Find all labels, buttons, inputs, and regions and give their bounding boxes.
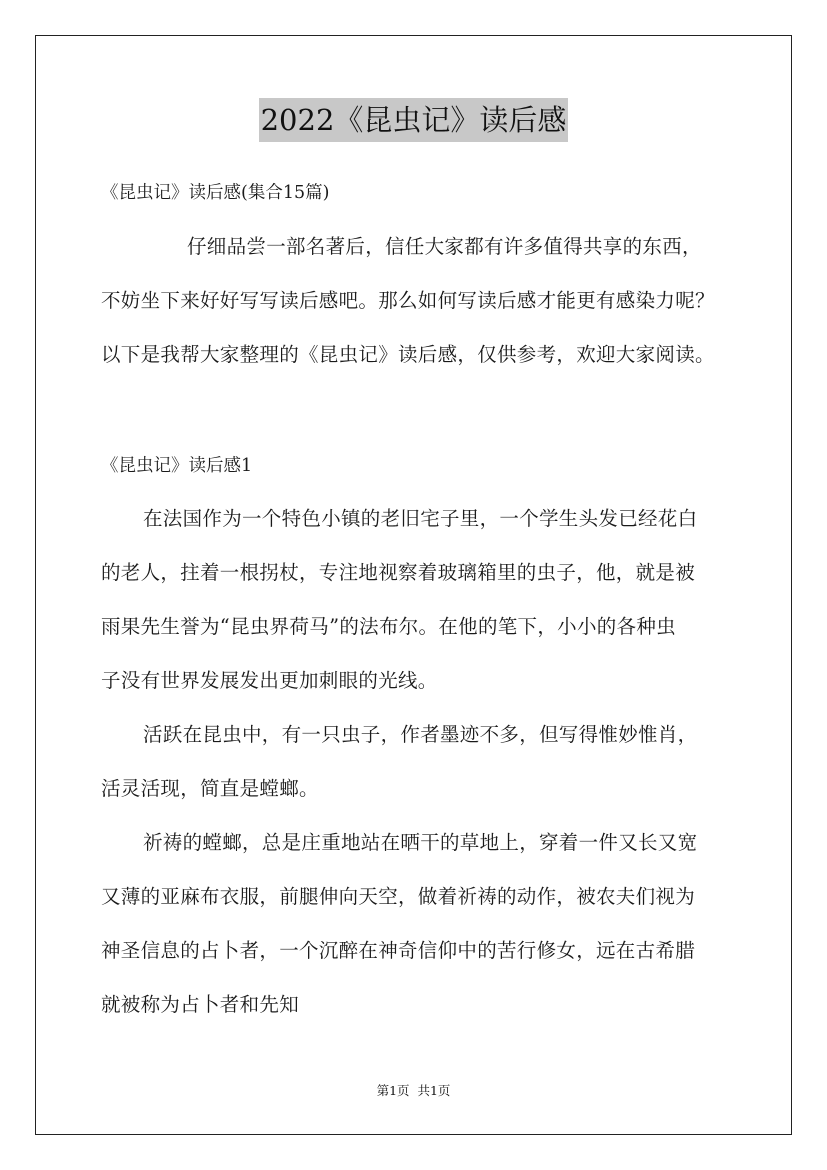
- document-subtitle: 《昆虫记》读后感(集合15篇): [101, 183, 330, 203]
- intro-line: 仔细品尝一部名著后，信任大家都有许多值得共享的东西，: [187, 235, 702, 258]
- body-line: 子没有世界发展发出更加刺眼的光线。: [101, 669, 438, 692]
- body-line: 神圣信息的占卜者，一个沉醉在神奇信仰中的苦行修女，远在古希腊: [101, 939, 696, 962]
- body-line: 在法国作为一个特色小镇的老旧宅子里，一个学生头发已经花白: [143, 507, 698, 530]
- body-line: 祈祷的螳螂，总是庄重地站在晒干的草地上，穿着一件又长又宽: [143, 831, 698, 854]
- intro-line: 不妨坐下来好好写写读后感吧。那么如何写读后感才能更有感染力呢？: [101, 289, 715, 312]
- body-line: 雨果先生誉为“昆虫界荷马”的法布尔。在他的笔下，小小的各种虫: [101, 615, 676, 638]
- title-container: [0, 98, 827, 142]
- body-line: 又薄的亚麻布衣服，前腿伸向天空，做着祈祷的动作，被农夫们视为: [101, 885, 696, 908]
- body-line: 活灵活现，简直是螳螂。: [101, 777, 319, 800]
- section-heading: 《昆虫记》读后感1: [101, 456, 253, 476]
- page-footer: [0, 1082, 827, 1100]
- intro-line: 以下是我帮大家整理的《昆虫记》读后感，仅供参考，欢迎大家阅读。: [101, 343, 715, 366]
- document-title: 2022《昆虫记》读后感: [259, 98, 569, 142]
- body-line: 就被称为占卜者和先知: [101, 993, 300, 1016]
- page-number-label: 第1页 共1页: [376, 1083, 451, 1098]
- body-line: 活跃在昆虫中，有一只虫子，作者墨迹不多，但写得惟妙惟肖，: [143, 723, 698, 746]
- body-line: 的老人，拄着一根拐杖，专注地视察着玻璃箱里的虫子，他，就是被: [101, 561, 696, 584]
